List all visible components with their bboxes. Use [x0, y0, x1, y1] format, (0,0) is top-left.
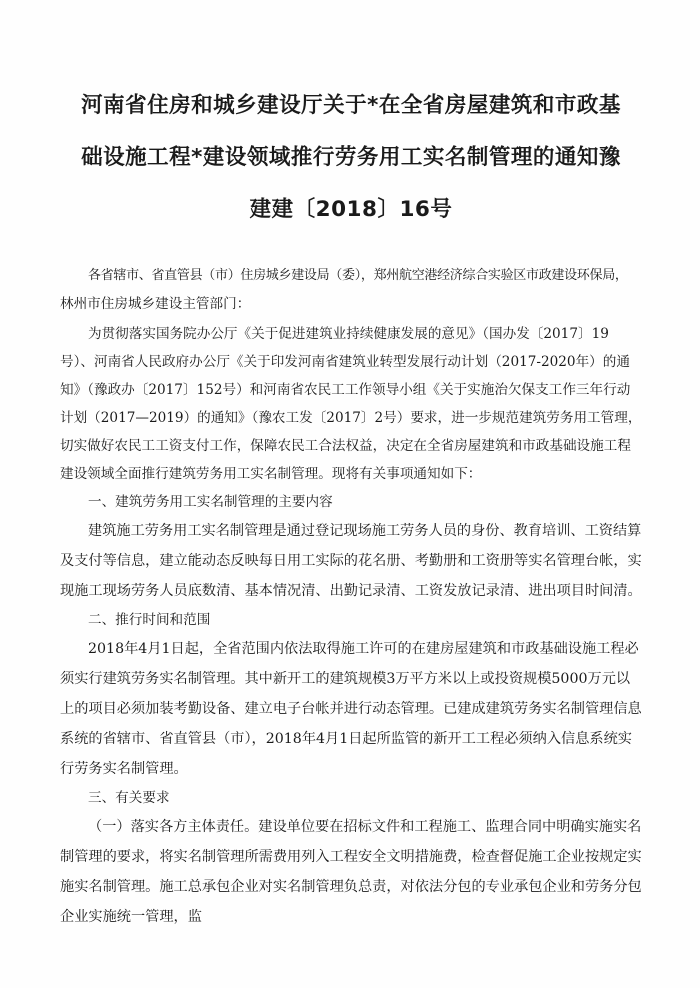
title-line-3: 建建〔2018〕16号 [249, 197, 453, 222]
section-1-heading: 一、建筑劳务用工实名制管理的主要内容 [88, 494, 333, 510]
document-body [60, 262, 642, 932]
section-2-heading: 二、推行时间和范围 [88, 612, 211, 628]
addressee-line-1: 各省辖市、省直管县（市）住房城乡建设局（委），郑州航空港经济综合实验区市政建设环保局， [88, 268, 628, 283]
section-2-text: 2018年4月1日起，全省范围内依法取得施工许可的在建房屋建筑和市政基础设施工程必须实行建筑劳务实名制管理。其中新开工的建筑规模3万平方米以上或投资规模5000万元以上的项目必须加装考勤设备、建立电子台帐并进行动态管理。已建成建筑劳务实名制管理信息系统的省辖市、省直管县（市），2018年4月1日起所监管的新开工工程必须纳入信息系统实行劳务实名制管理。 [60, 641, 642, 777]
section-3-text: （一）落实各方主体责任。建设单位要在招标文件和工程施工、监理合同中明确实施实名制管理的要求，将实名制管理所需费用列入工程安全文明措施费，检查督促施工企业按规定实施实名制管理。施工总承包企业对实名制管理负总责，对依法分包的专业承包企业和劳务分包企业实施统一管理，监 [60, 819, 642, 925]
intro-paragraph: 为贯彻落实国务院办公厅《关于促进建筑业持续健康发展的意见》（国办发〔2017〕19号）、河南省人民政府办公厅《关于印发河南省建筑业转型发展行动计划（2017-2020年）的通知》（豫政办〔2017〕152号）和河南省农民工工作领导小组《关于实施治欠保支工作三年行动计划（2017—2019）的通知》（豫农工发〔2017〕2号）要求，进一步规范建筑劳务用工管理，切实做好农民工工资支付工作，保障农民工合法权益，决定在全省房屋建筑和市政基础设施工程建设领域全面推行建筑劳务用工实名制管理。现将有关事项通知如下： [60, 326, 642, 482]
section-1-text: 建筑施工劳务用工实名制管理是通过登记现场施工劳务人员的身份、教育培训、工资结算及支付等信息，建立能动态反映每日用工实际的花名册、考勤册和工资册等实名管理台帐，实现施工现场劳务人员底数清、基本情况清、出勤记录清、工资发放记录清、进出项目时间清。 [60, 523, 642, 599]
section-3-heading: 三、有关要求 [88, 790, 170, 806]
addressee-line-2: 林州市住房城乡建设主管部门： [60, 296, 251, 312]
document-title [60, 80, 642, 236]
title-line-1: 河南省住房和城乡建设厅关于*在全省房屋建筑和市政基 [81, 93, 621, 118]
title-line-2: 础设施工程*建设领域推行劳务用工实名制管理的通知豫 [81, 145, 621, 170]
